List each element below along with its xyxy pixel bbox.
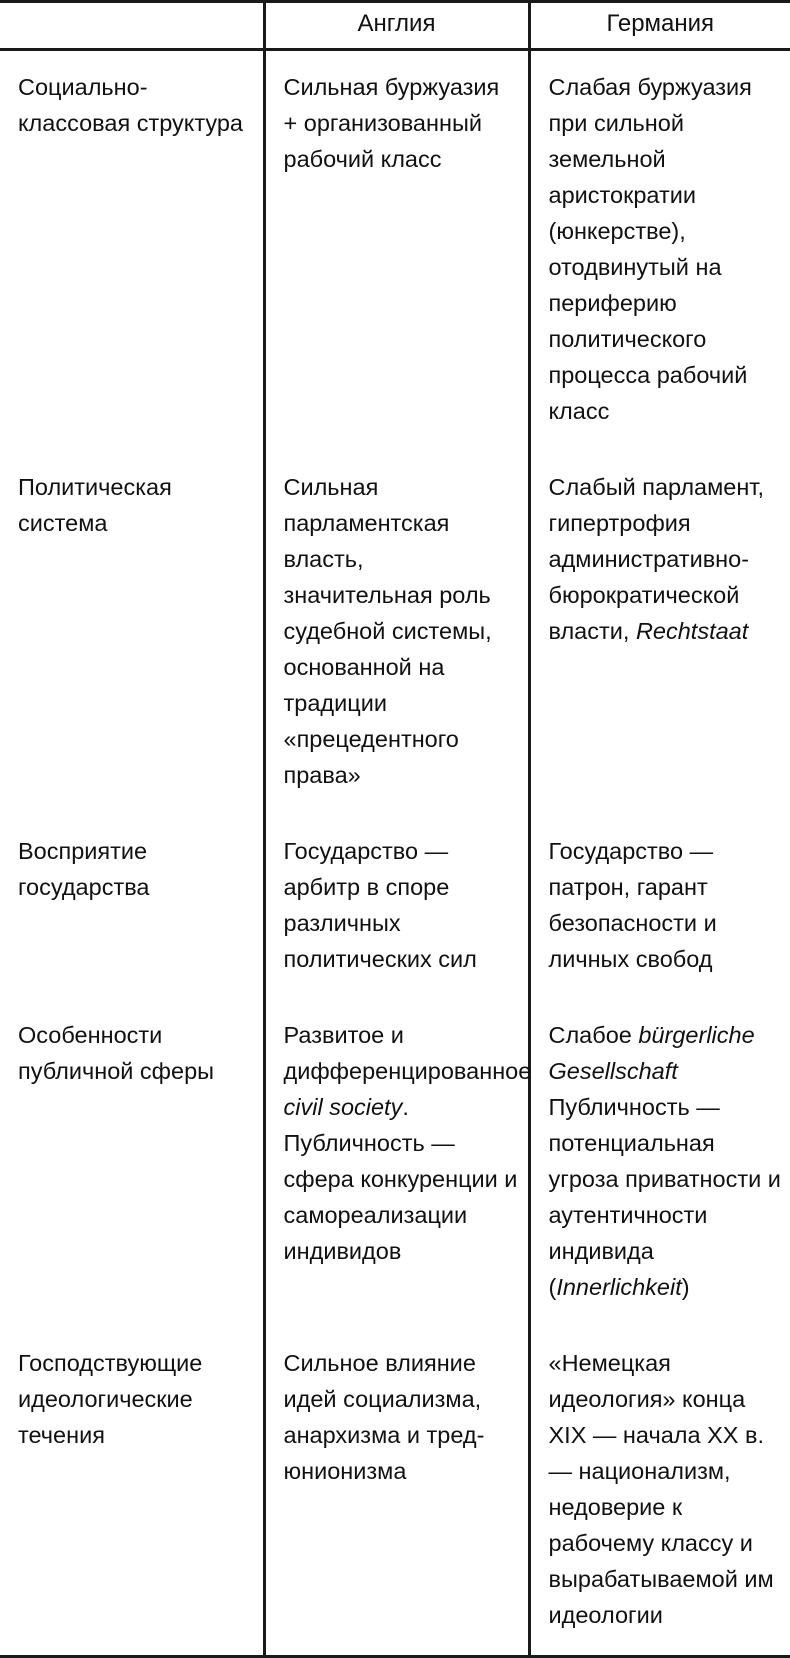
cell-england [264,999,532,1327]
italic-term: civil society [283,1094,403,1120]
table-row [0,50,790,452]
table-head [0,2,790,50]
cell-criterion: Политическая система [0,451,264,815]
cell-germany: Слабая буржуазия при сильной земельной аристократии (юнкерстве), отодвинутый на периферию политического процесса рабочий класс [548,74,752,424]
text-run: . Публичность — сфера конкуренции и самореализации индивидов [283,1094,518,1264]
text-run: Слабое [548,1022,639,1048]
table-row [0,999,790,1327]
table-body [0,50,790,1657]
italic-term: Innerlichkeit [556,1274,682,1300]
column-header-germany: Германия [529,2,790,50]
table-header-row [0,2,790,50]
column-header-england: Англия [264,2,529,50]
cell-criterion: Господствующие идеологические течения [0,1327,264,1657]
table-row [0,815,790,999]
table-row [0,451,790,815]
cell-england: Сильное влияние идей социализма, анархизма и тред-юнионизма [264,1327,529,1657]
cell-germany: Государство — патрон, гарант безопасности и личных свобод [548,838,717,972]
cell-criterion: Особенности публичной сферы [0,999,264,1327]
cell-germany [529,999,790,1327]
text-run: Публичность — потенциальная угроза приватности и аутентичности индивида ( [548,1094,781,1300]
cell-germany: «Немецкая идеология» конца XIX — начала XX в. — национализм, недоверие к рабочему классу и вырабатываемой им идеологии [548,1350,774,1628]
italic-term: Rechtstaat [635,618,749,644]
text-run: Слабый парламент, гипертрофия административно-бюрократической власти, [548,474,764,644]
italic-term: bürgerliche Gesellschaft [548,1022,755,1084]
table-row [0,1327,790,1657]
text-run: Развитое и дифференцированное [283,1022,532,1084]
cell-england: Государство — арбитр в споре различных политических сил [264,815,529,999]
cell-england: Сильная парламентская власть, значительная роль судебной системы, основанной на традиции «прецедентного права» [264,451,529,815]
cell-criterion: Восприятие государства [0,815,264,999]
text-run: ) [681,1274,690,1300]
cell-germany [529,451,790,815]
cell-england: Сильная буржуазия + организованный рабочий класс [264,50,529,452]
cell-criterion: Социально-классовая структура [0,50,264,452]
column-header-criterion [0,2,264,50]
